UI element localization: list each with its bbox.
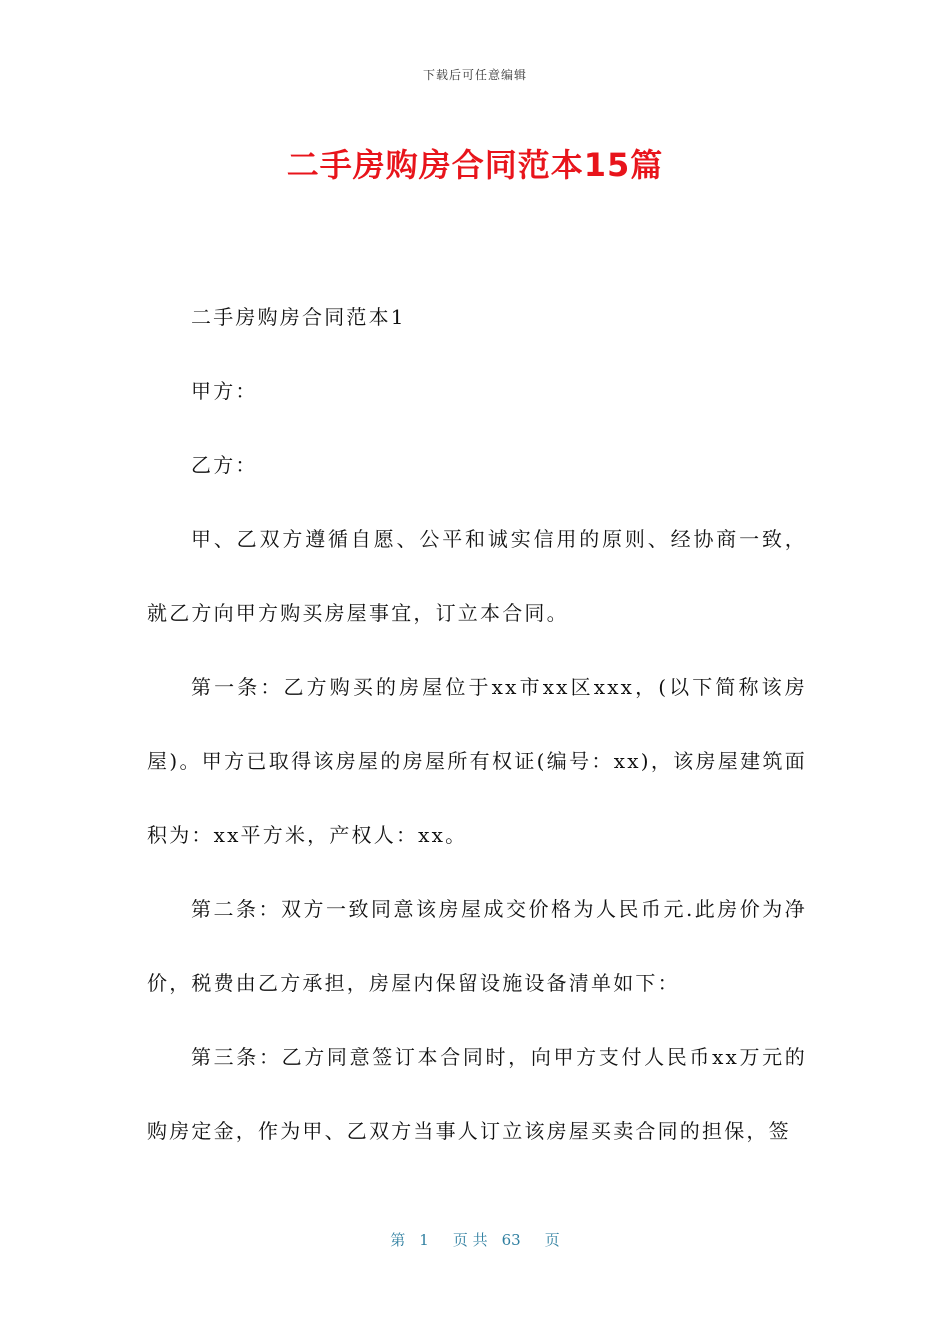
footer-page-suffix: 页 [544,1231,560,1249]
footer-total-pages: 63 [501,1231,521,1249]
footer-page-prefix: 第 [390,1231,406,1249]
paragraph-article-1: 第一条：乙方购买的房屋位于xx市xx区xxx，(以下简称该房屋)。甲方已取得该房屋的房屋所有权证(编号：xx)，该房屋建筑面积为：xx平方米，产权人：xx。 [147,675,807,847]
header-note: 下载后可任意编辑 [422,68,527,82]
paragraph-article-3: 第三条：乙方同意签订本合同时，向甲方支付人民币xx万元的购房定金，作为甲、乙双方当事人订立该房屋买卖合同的担保，签 [147,1045,807,1143]
document-title: 二手房购房合同范本15篇 [286,146,664,184]
footer-page-mid: 页 共 [452,1231,488,1249]
paragraph-section-heading: 二手房购房合同范本1 [191,305,406,329]
document-body [147,280,807,1168]
footer-current-page: 1 [419,1231,429,1249]
paragraph-article-2: 第二条：双方一致同意该房屋成交价格为人民币元.此房价为净价，税费由乙方承担，房屋内保留设施设备清单如下： [147,897,807,995]
paragraph-preamble: 甲、乙双方遵循自愿、公平和诚实信用的原则、经协商一致，就乙方向甲方购买房屋事宜，订立本合同。 [147,527,807,625]
paragraph-party-a: 甲方： [191,379,258,403]
paragraph-party-b: 乙方： [191,453,258,477]
page-footer [0,1229,950,1250]
